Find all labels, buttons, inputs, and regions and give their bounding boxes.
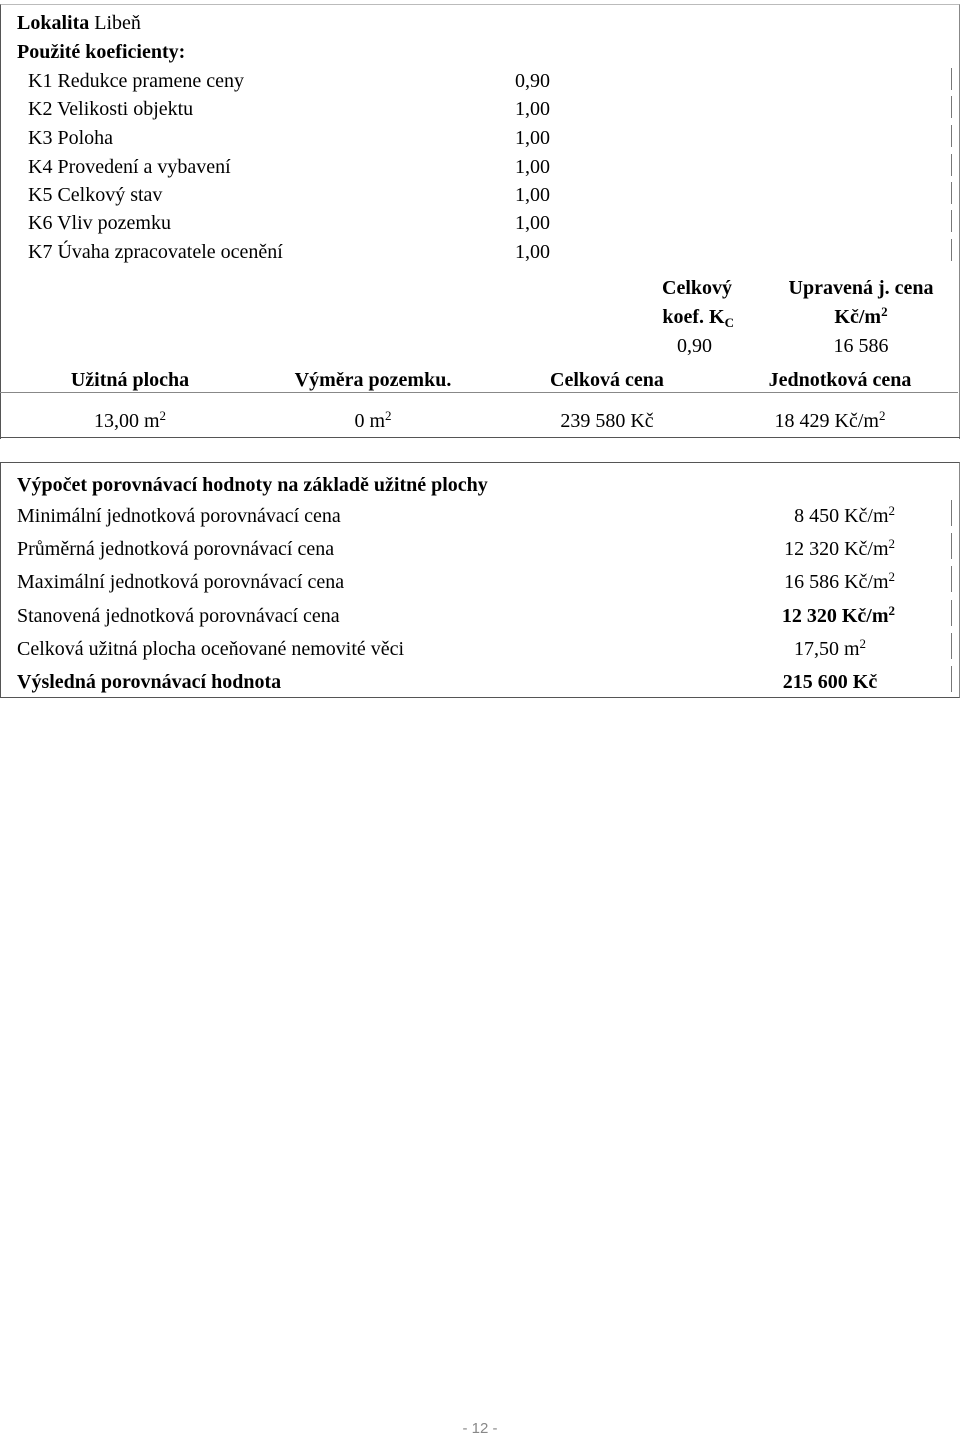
coef-name: K4 Provedení a vybavení — [28, 156, 231, 178]
coef-name: K6 Vliv pozemku — [28, 212, 171, 234]
adjusted-price-value: 16 586 — [833, 335, 889, 357]
row-marker — [951, 666, 952, 692]
coef-value: 1,00 — [515, 127, 550, 149]
row-marker — [951, 566, 952, 592]
unit-price-value: 18 429 $Kč/m^2$ — [774, 408, 886, 432]
row-marker — [951, 210, 952, 232]
row-marker — [951, 154, 952, 176]
calc-row-value: 17,50 $m^2$ — [793, 636, 867, 660]
row-marker — [951, 239, 952, 261]
result-label: Výsledná porovnávací hodnota — [17, 671, 282, 693]
coef-name: K5 Celkový stav — [28, 184, 163, 206]
result-value: 215 600 Kč — [782, 671, 878, 693]
section-bottom-border — [0, 437, 960, 438]
row-marker — [951, 182, 952, 204]
adjusted-price-header: Upravená j. cena — [788, 277, 934, 299]
locality-label: Lokalita — [17, 12, 90, 34]
land-area-header: Výměra pozemku. — [294, 369, 452, 391]
unit-price-header: Jednotková cena — [768, 369, 912, 391]
coef-value: 1,00 — [515, 212, 550, 234]
row-marker — [951, 633, 952, 659]
calc-row-value: 8 450 $Kč/m^2$ — [794, 503, 895, 527]
row-marker — [951, 533, 952, 559]
calc-row-label: Maximální jednotková porovnávací cena — [17, 571, 345, 593]
coef-name: K7 Úvaha zpracovatele ocenění — [28, 241, 283, 263]
coef-name: K1 Redukce pramene ceny — [28, 70, 245, 92]
row-marker — [951, 500, 952, 526]
total-price-value: 239 580 Kč — [560, 410, 654, 432]
calc-title: Výpočet porovnávací hodnoty na základě užitné plochy — [17, 474, 488, 496]
row-marker — [951, 125, 952, 147]
row-marker — [951, 96, 952, 118]
calc-row-label: Minimální jednotková porovnávací cena — [17, 505, 341, 527]
calc-row-label: Stanovená jednotková porovnávací cena — [17, 605, 340, 627]
total-coef-header-line2: koef. $K_C$ — [662, 306, 734, 330]
coef-value: 1,00 — [515, 184, 550, 206]
calc-row-value-emphasis: 12 320 $Kč/m^2$ — [781, 603, 895, 627]
usable-area-header: Užitná plocha — [70, 369, 190, 391]
calc-row-label: Celková užitná plocha oceňované nemovité věci — [17, 638, 405, 660]
land-area-value: 0 $m^2$ — [354, 408, 392, 432]
calc-row-value: 16 586 $Kč/m^2$ — [784, 569, 895, 593]
total-coef-value: 0,90 — [677, 335, 712, 357]
row-marker — [951, 600, 952, 626]
coef-value: 1,00 — [515, 98, 550, 120]
page-number: - 12 - — [462, 1420, 498, 1437]
coef-value: 1,00 — [515, 156, 550, 178]
coefficients-title: Použité koeficienty: — [17, 41, 186, 63]
coef-name: K3 Poloha — [28, 127, 113, 149]
total-price-header: Celková cena — [550, 369, 664, 391]
locality-value: Libeň — [94, 12, 141, 34]
coef-value: 1,00 — [515, 241, 550, 263]
section-divider — [0, 392, 958, 393]
adjusted-price-unit: $Kč/m^2$ — [834, 304, 888, 328]
usable-area-value: 13,00 $m^2$ — [93, 408, 167, 432]
calc-row-label: Průměrná jednotková porovnávací cena — [17, 538, 335, 560]
calc-row-value: 12 320 $Kč/m^2$ — [784, 536, 895, 560]
coef-value: 0,90 — [515, 70, 550, 92]
total-coef-header: Celkový — [662, 277, 732, 299]
coef-name: K2 Velikosti objektu — [28, 98, 194, 120]
row-marker — [951, 68, 952, 90]
locality-line — [17, 12, 141, 35]
